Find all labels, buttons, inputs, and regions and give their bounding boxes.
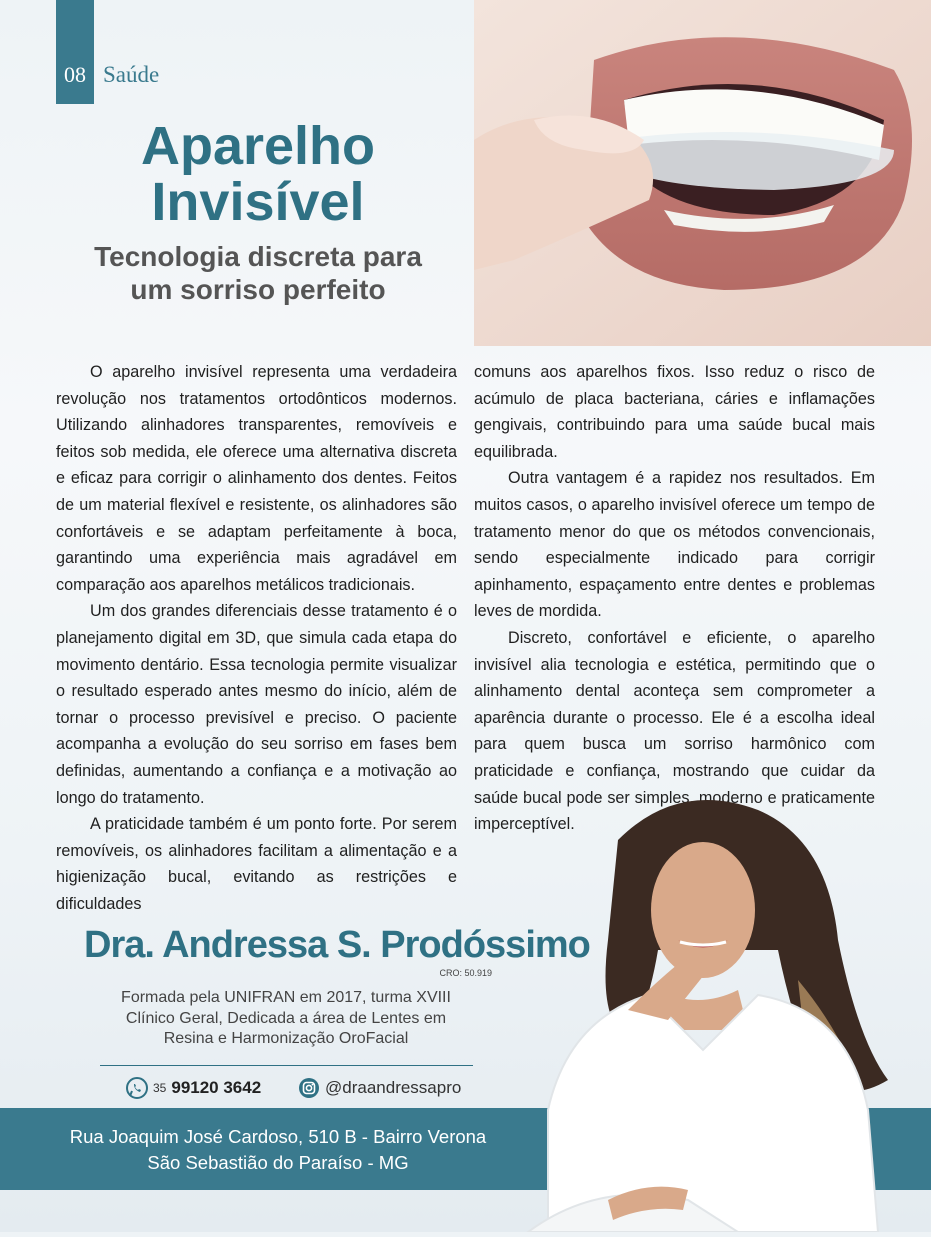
clinic-address xyxy=(56,1124,500,1176)
page-number: 08 xyxy=(64,62,86,87)
bio-line: Clínico Geral, Dedicada a área de Lentes em xyxy=(125,1009,447,1027)
paragraph: O aparelho invisível representa uma verdadeira revolução nos tratamentos ortodônticos modernos. Utilizando alinhadores transparentes, removíveis e feitos sob medida, ele oferece uma alternativa discreta e eficaz para corrigir o alinhamento dos dentes. Feitos de um material flexível e resistente, os alinhadores são confortáveis e se adaptam perfeitamente à boca, garantindo uma experiência mais agradável em comparação aos aparelhos metálicos tradicionais. xyxy=(56,363,457,594)
title-line-1: Aparelho xyxy=(140,116,376,176)
section-label: Saúde xyxy=(103,62,160,87)
phone-contact[interactable] xyxy=(126,1075,261,1101)
article-column-left xyxy=(56,359,457,917)
whatsapp-icon xyxy=(126,1077,148,1099)
bio-line: Formada pela UNIFRAN em 2017, turma XVIII xyxy=(121,989,451,1006)
subtitle-line-2: um sorriso perfeito xyxy=(130,274,386,305)
phone-prefix: 35 xyxy=(153,1081,167,1095)
paragraph: Outra vantagem é a rapidez nos resultados. Em muitos casos, o aparelho invisível oferece um tempo de tratamento menor do que os métodos convencionais, sendo especialmente indicado para corrigir apinhamento, espaçamento entre dentes e problemas leves de mordida. xyxy=(474,469,875,621)
instagram-icon xyxy=(298,1077,320,1099)
doctor-name: Dra. Andressa S. Prodóssimo xyxy=(84,924,590,966)
doctor-bio xyxy=(96,988,476,1050)
article-column-right xyxy=(474,359,875,838)
paragraph: Discreto, confortável e eficiente, o aparelho invisível alia tecnologia e estética, permitindo que o alinhamento dental aconteça sem comprometer a aparência durante o processo. Ele é a escolha ideal para quem busca um sorriso harmônico com praticidade e confiança, mostrando que cuidar da saúde bucal pode ser simples, moderno e praticamente imperceptível. xyxy=(474,628,875,834)
address-line: São Sebastião do Paraíso - MG xyxy=(147,1152,409,1173)
doctor-portrait xyxy=(508,780,931,1232)
instagram-handle[interactable]: @draandressapro xyxy=(325,1078,462,1097)
instagram-contact[interactable] xyxy=(298,1075,461,1101)
subtitle-line-1: Tecnologia discreta para xyxy=(94,241,422,272)
address-line: Rua Joaquim José Cardoso, 510 B - Bairro Verona xyxy=(69,1126,487,1147)
title-line-2: Invisível xyxy=(151,172,365,232)
aligner-photo xyxy=(474,0,931,346)
bio-line: Resina e Harmonização OroFacial xyxy=(163,1030,409,1047)
page-tab-marker xyxy=(56,0,94,104)
paragraph: A praticidade também é um ponto forte. Por serem removíveis, os alinhadores facilitam a alimentação e a higienização bucal, evitando as restrições e dificuldades xyxy=(56,815,457,913)
cro-number: CRO: 50.919 xyxy=(439,968,492,978)
phone-number[interactable]: 99120 3642 xyxy=(171,1078,262,1097)
paragraph: comuns aos aparelhos fixos. Isso reduz o risco de acúmulo de placa bacteriana, cáries e inflamações gengivais, contribuindo para uma saúde bucal mais equilibrada. xyxy=(474,363,875,461)
article-subtitle xyxy=(56,240,460,306)
article-title xyxy=(56,118,460,230)
contact-divider xyxy=(100,1065,473,1066)
paragraph: Um dos grandes diferenciais desse tratamento é o planejamento digital em 3D, que simula cada etapa do movimento dentário. Essa tecnologia permite visualizar o resultado esperado antes mesmo do início, além de tornar o processo previsível e preciso. O paciente acompanha a evolução do seu sorriso em fases bem definidas, aumentando a confiança e a motivação ao longo do tratamento. xyxy=(56,602,457,807)
